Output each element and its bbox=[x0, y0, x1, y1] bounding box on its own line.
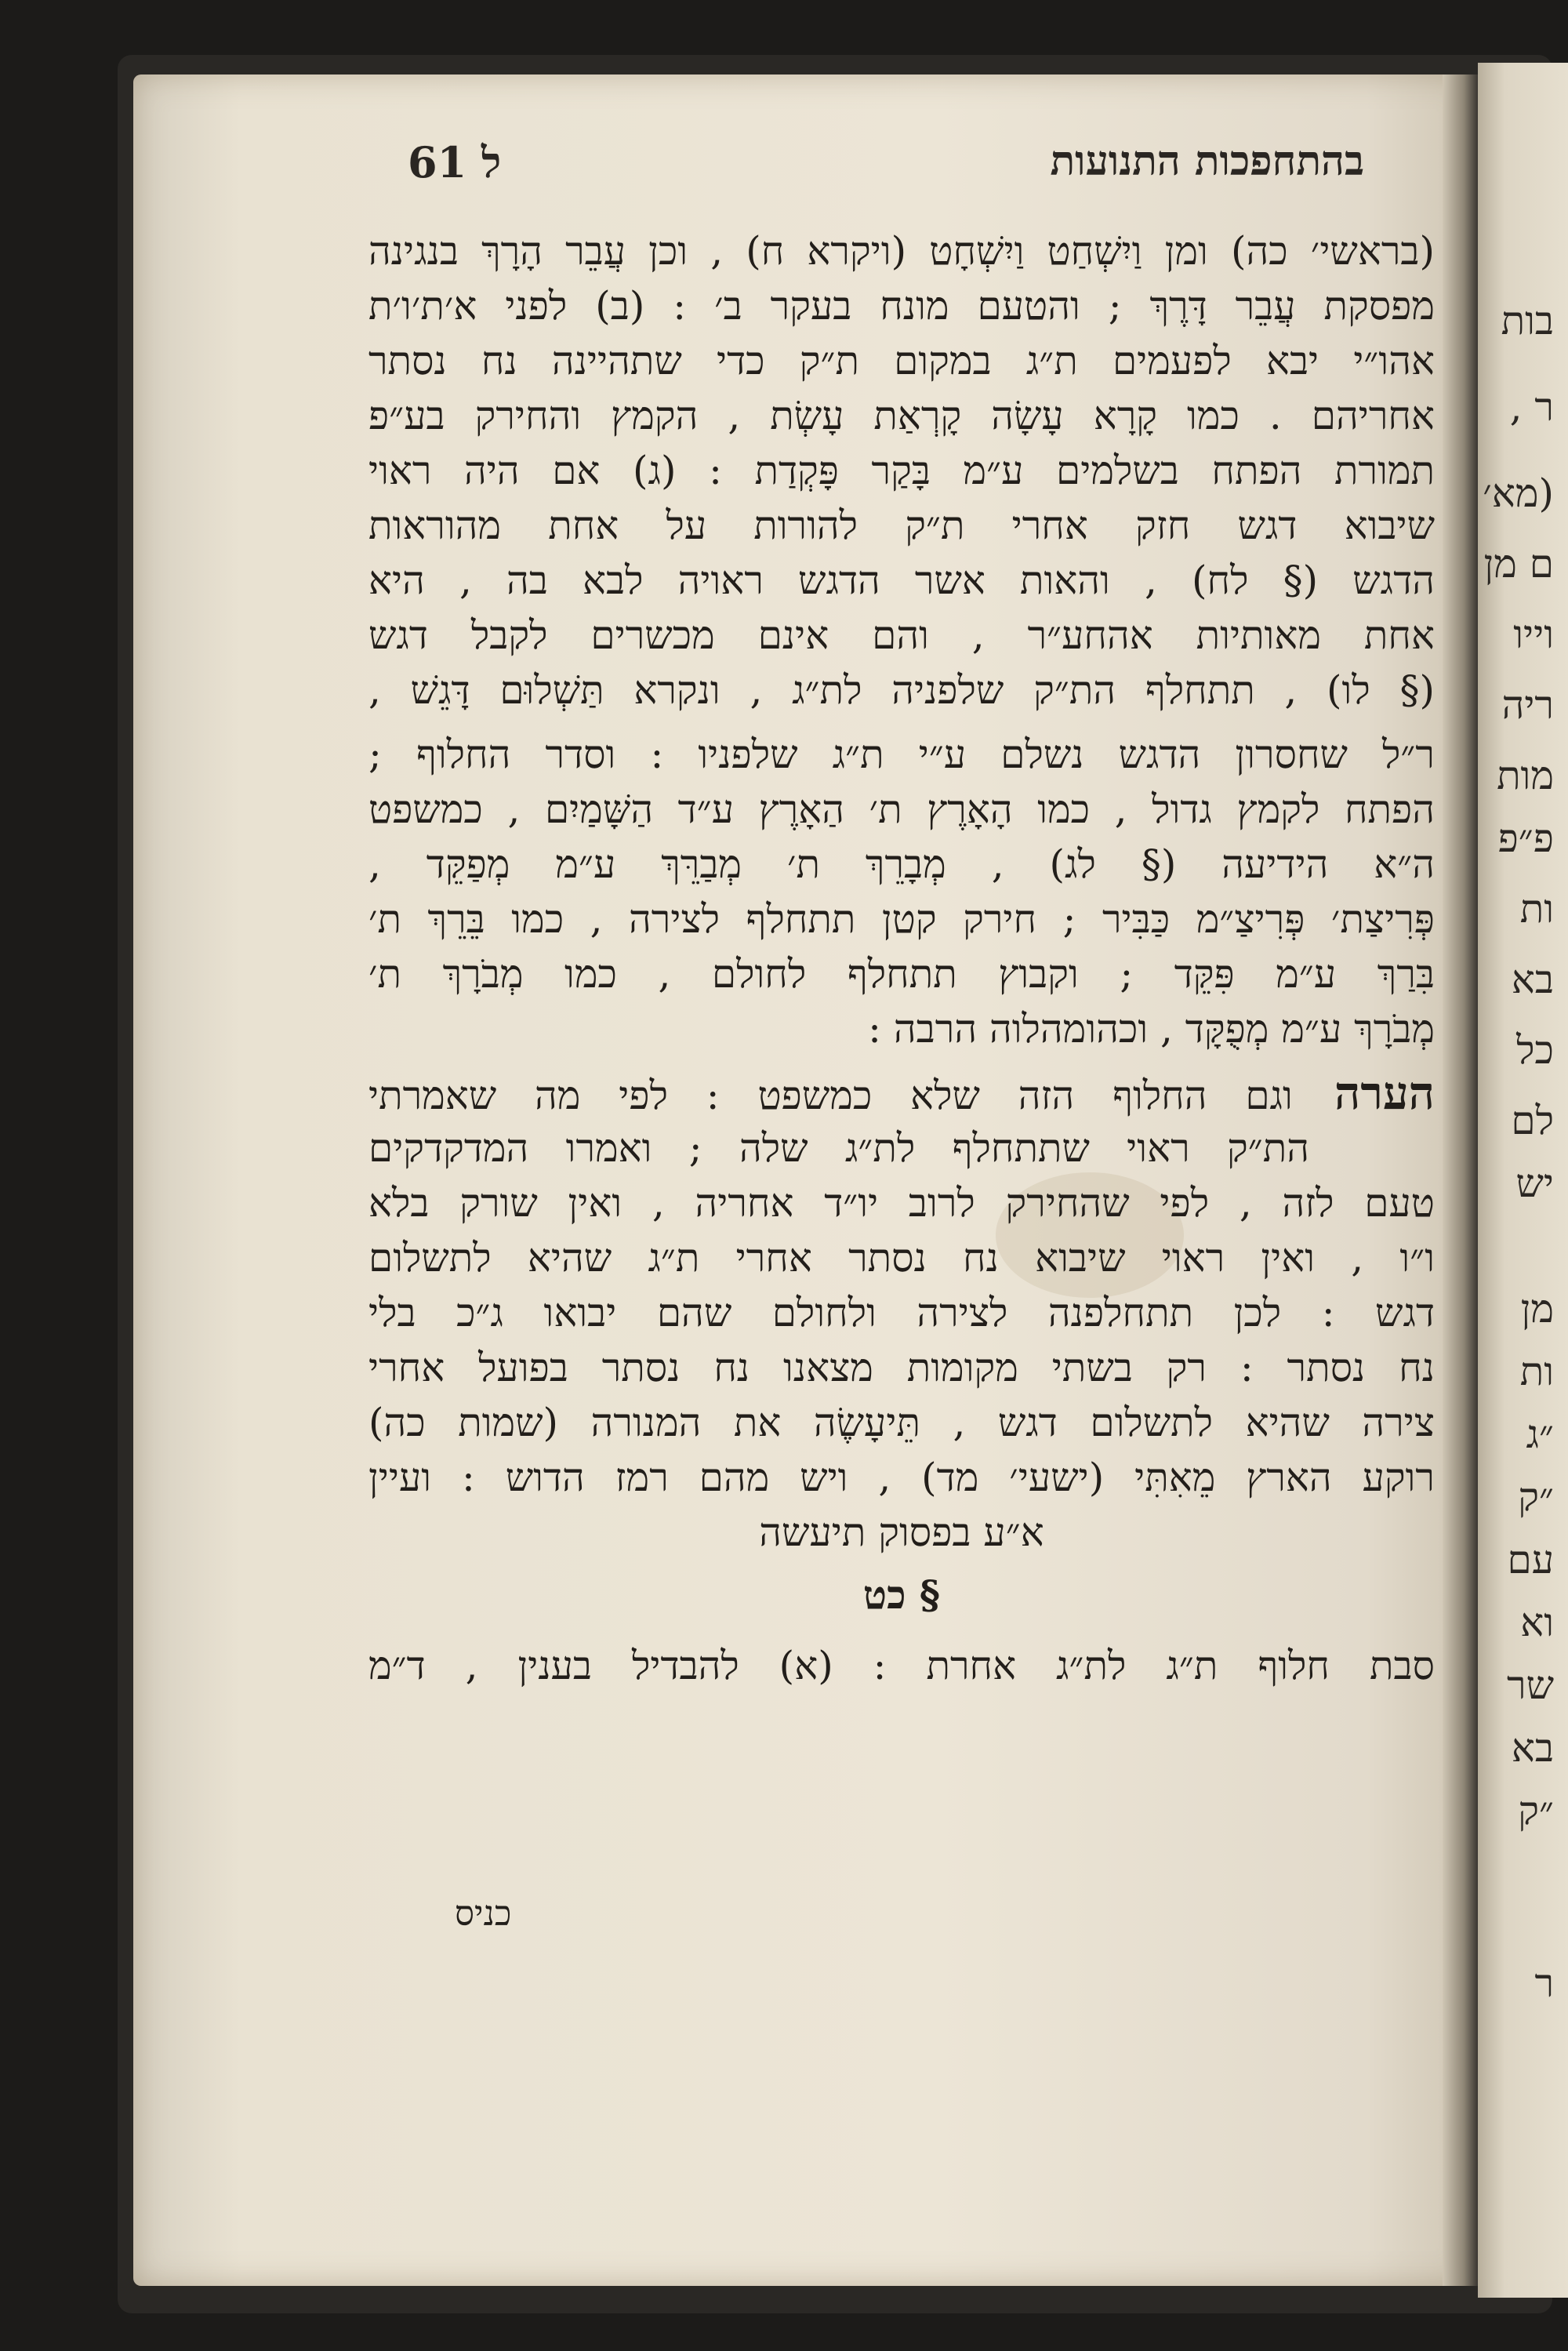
text-line: מְבֹרָךְ ע״מ מְפֻקָּד , וכהומהלוה הרבה : bbox=[868, 1006, 1435, 1052]
text-line: הת״ק ראוי שתתחלף לת״ג שלה ; ואמרו המדקדקים bbox=[368, 1125, 1309, 1171]
text-line: מפסקת עֲבֵר דָּרֶךְ ; והטעם מונח בעקר ב׳ : (ב) לפני א׳ת׳ו׳ת bbox=[368, 283, 1435, 329]
text-line: צירה שהיא לתשלום דגש , תֵּיעָשֶׂה את המנורה (שמות כה) bbox=[368, 1400, 1435, 1445]
next-page-fragment: מן bbox=[1520, 1286, 1554, 1332]
text-line: דגש : לכן תתחלפנה לצירה ולחולם שהם יבואו ג״כ בלי bbox=[368, 1290, 1435, 1335]
page-header bbox=[408, 137, 1364, 192]
next-page-fragment: וייו bbox=[1513, 612, 1554, 657]
next-page-fragment: עם bbox=[1507, 1537, 1554, 1582]
next-page-fragment: שר bbox=[1507, 1662, 1554, 1708]
next-page-fragment: כל bbox=[1516, 1027, 1554, 1073]
next-page-fragment: לם bbox=[1511, 1098, 1554, 1143]
text-line: א״ע בפסוק תיעשה bbox=[759, 1510, 1044, 1555]
text-line bbox=[368, 1066, 1435, 1121]
text-line: בִּרַךְ ע״מ פִּקֵּד ; וקבוץ תתחלף לחולם , כמו מְבֹרָךְ ת׳ bbox=[368, 951, 1435, 997]
text-line: ו״ו , ואין ראוי שיבוא נח נסתר אחרי ת״ג שהיא לתשלום bbox=[368, 1235, 1435, 1281]
next-page-fragment: ריה bbox=[1501, 682, 1554, 728]
text-line: אהו״י יבא לפעמים ת״ג במקום ת״ק כדי שתהיינה נח נסתר bbox=[368, 338, 1435, 383]
text-line: ה״א הידיעה (§ לג) , מְבָרֵךְ ת׳ מְבַרֵּךְ ע״מ מְפַקֵּד , bbox=[368, 841, 1435, 887]
hebrew-page-letter: ל bbox=[481, 137, 502, 187]
catch-word: כניס bbox=[455, 1894, 512, 1934]
text-line: שיבוא דגש חזק אחרי ת״ק להורות על אחת מהוראות bbox=[368, 503, 1435, 548]
next-page-fragment: בות bbox=[1501, 298, 1554, 343]
text-line: הדגש (§ לח) , והאות אשר הדגש ראויה לבא בה , היא bbox=[368, 558, 1435, 603]
next-page-fragment: יש bbox=[1515, 1161, 1554, 1206]
text-line: תמורת הפתח בשלמים ע״מ בָּקַר פָּקְדַת : (ג) אם היה ראוי bbox=[368, 448, 1435, 493]
book-gutter bbox=[1443, 74, 1478, 2286]
text-line: ר״ל שחסרון הדגש נשלם ע״י ת״ג שלפניו : וסדר החלוף ; bbox=[368, 732, 1435, 777]
next-page-fragment: ״ק bbox=[1518, 1788, 1554, 1833]
text-line: § כט bbox=[862, 1572, 941, 1618]
next-page-fragment: מות bbox=[1497, 753, 1554, 798]
text-line: רוקע הארץ מֵאִתִּי (ישעי׳ מד) , ויש מהם רמז הדוש : ועיין bbox=[368, 1455, 1435, 1500]
page-number bbox=[408, 137, 501, 187]
next-page-fragment: ם מן bbox=[1483, 541, 1554, 587]
note-label: הערה bbox=[1292, 1066, 1435, 1120]
text-line: (בראשי׳ כה) ומן וַיִשְׁחַט וַיִשְׁחָט (ויקרא ח) , וכן עֲבֵר הָרָךְ בנגינה bbox=[368, 228, 1435, 274]
next-page-fragment: בא bbox=[1511, 1725, 1554, 1771]
next-page-fragment: ות bbox=[1519, 886, 1554, 932]
next-page-fragment: (מא׳ bbox=[1483, 471, 1554, 516]
right-page-edge bbox=[1478, 63, 1568, 2298]
text-line: פְּרִיצַת׳ פְּרִיצַ״מ כַּבִּיר ; חירק קטן תתחלף לצירה , כמו בֵּרֵךְ ת׳ bbox=[368, 896, 1435, 942]
text-line: סבת חלוף ת״ג לת״ג אחרת : (א) להבדיל בענין , ד״מ bbox=[368, 1643, 1435, 1688]
next-page-fragment: ״ק bbox=[1518, 1474, 1554, 1520]
main-text-block bbox=[368, 223, 1435, 1693]
next-page-fragment: ״ג bbox=[1526, 1412, 1554, 1457]
text-line: הפתח לקמץ גדול , כמו הָאָרֶץ ת׳ הַאָרֶץ ע״ד הַשָּׁמַיִם , כמשפט bbox=[368, 787, 1435, 832]
next-page-fragment: ר , bbox=[1509, 384, 1554, 430]
next-page-fragment: בא bbox=[1511, 957, 1554, 1002]
next-page-fragment: ות bbox=[1519, 1349, 1554, 1394]
next-page-fragment: וא bbox=[1520, 1600, 1554, 1645]
arabic-page-number: 61 bbox=[408, 137, 467, 187]
text-line: נח נסתר : רק בשתי מקומות מצאנו נח נסתר בפועל אחרי bbox=[368, 1345, 1435, 1390]
note-text: וגם החלוף הזה שלא כמשפט : לפי מה שאמרתי bbox=[368, 1073, 1293, 1118]
running-title: בהתחפכות התנועות bbox=[1050, 137, 1364, 185]
text-line: טעם לזה , לפי שהחירק לרוב יו״ד אחריה , ואין שורק בלא bbox=[368, 1180, 1435, 1226]
next-page-fragment: ר bbox=[1534, 1960, 1554, 2006]
text-line: אחריהם . כמו קָרָא עָשָׂה קָרְאַת עָשְׂת , הקמץ והחירק בע״פ bbox=[368, 393, 1435, 438]
next-page-fragment: פ״פ bbox=[1497, 816, 1554, 861]
text-line: (§ לו) , תתחלף הת״ק שלפניה לת״ג , ונקרא תַּשְׁלוּם דָּגֵשׁ , bbox=[368, 667, 1435, 713]
text-line: אחת מאותיות אהחע״ר , והם אינם מכשרים לקבל דגש bbox=[368, 612, 1435, 658]
